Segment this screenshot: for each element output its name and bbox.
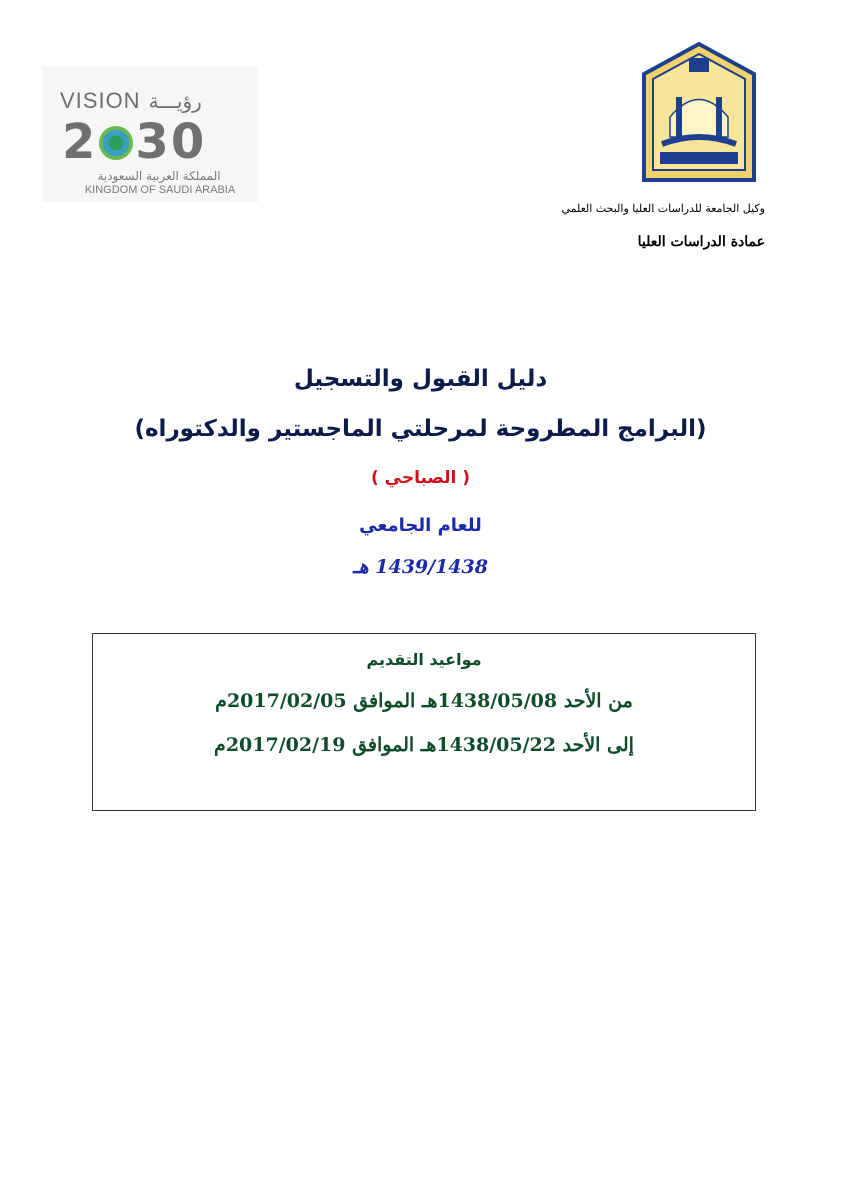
vision-year xyxy=(62,114,206,170)
application-dates-heading: مواعيد التقديم xyxy=(366,650,482,669)
palm-emblem-icon xyxy=(99,126,133,160)
deanship-line: عمادة الدراسات العليا xyxy=(637,234,765,250)
year-digit-0: 0 xyxy=(170,114,207,170)
application-dates-box xyxy=(92,633,756,811)
vision-text: VISION xyxy=(60,88,141,113)
page-subtitle: (البرامج المطروحة لمرحلتي الماجستير والدكتوراه) xyxy=(134,416,707,442)
application-end-date: إلى الأحد 1438/05/22هـ الموافق 2017/02/19م xyxy=(214,734,634,756)
program-type-label: ( الصباحي ) xyxy=(370,468,471,488)
application-start-date: من الأحد 1438/05/08هـ الموافق 2017/02/05م xyxy=(215,690,633,712)
kingdom-english-text: KINGDOM OF SAUDI ARABIA xyxy=(84,184,236,196)
hijri-year: 1439/1438 هـ xyxy=(353,556,488,578)
university-emblem-icon xyxy=(640,42,758,182)
year-digit-3: 3 xyxy=(135,114,171,170)
vision-arabic-text: رؤيـــة xyxy=(148,89,202,113)
vision-2030-logo xyxy=(42,66,258,202)
year-digit-2: 2 xyxy=(62,114,98,170)
kingdom-arabic-text: المملكة العربية السعودية xyxy=(97,169,221,183)
page-title: دليل القبول والتسجيل xyxy=(293,366,548,392)
academic-year-label: للعام الجامعي xyxy=(359,515,482,536)
vice-rector-line: وكيل الجامعة للدراسات العليا والبحث العلمي xyxy=(561,202,765,215)
